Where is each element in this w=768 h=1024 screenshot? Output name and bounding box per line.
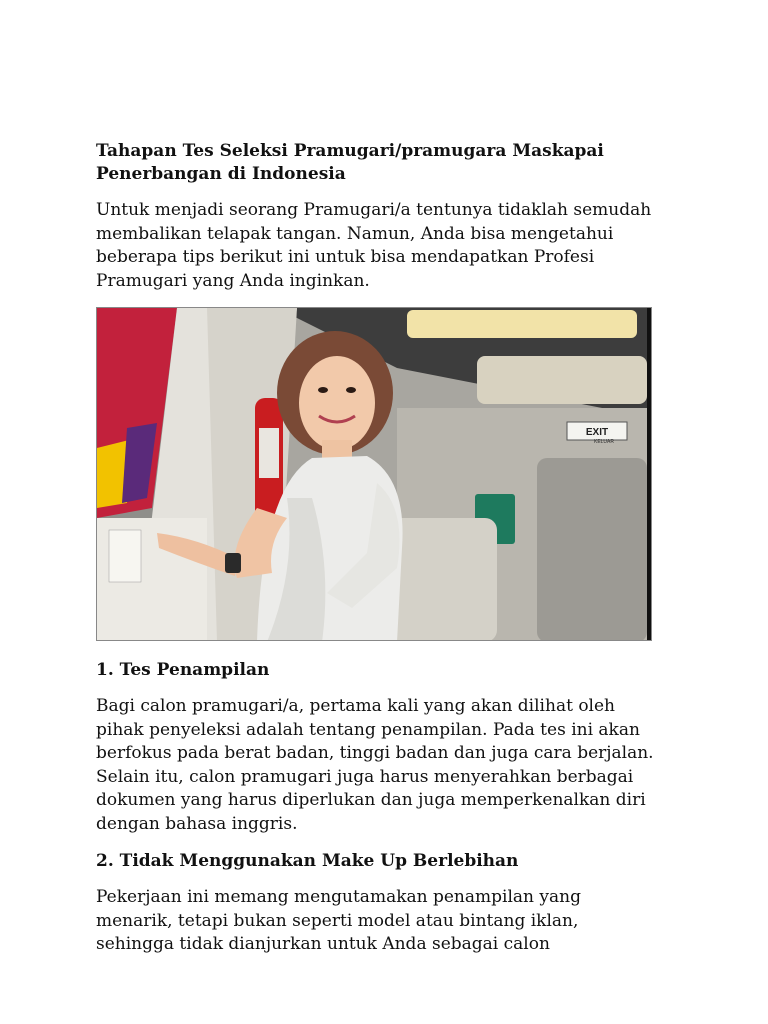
section-2-heading: 2. Tidak Menggunakan Make Up Berlebihan xyxy=(96,851,519,871)
flight-attendant-photo xyxy=(96,307,652,641)
photo-illustration xyxy=(97,308,652,641)
exit-sign-subtext: KELUAR xyxy=(593,439,615,445)
exit-sign-text: EXIT xyxy=(585,427,609,438)
document-page xyxy=(96,140,656,971)
article-title: Tahapan Tes Seleksi Pramugari/pramugara Maskapai Penerbangan di Indonesia xyxy=(96,141,604,184)
section-1-body: Bagi calon pramugari/a, pertama kali yang akan dilihat oleh pihak penyeleksi adalah tentang penampilan. Pada tes ini akan berfokus pada berat badan, tinggi badan dan juga cara berjalan. Selain itu, calon pramugari juga harus menyerahkan berbagai dokumen yang harus diperlukan dan juga memperkenalkan diri dengan bahasa inggris. xyxy=(96,696,654,834)
section-2-body: Pekerjaan ini memang mengutamakan penampilan yang menarik, tetapi bukan seperti model atau bintang iklan, sehingga tidak dianjurkan untuk Anda sebagai calon xyxy=(96,887,581,954)
intro-paragraph: Untuk menjadi seorang Pramugari/a tentunya tidaklah semudah membalikan telapak tangan. Namun, Anda bisa mengetahui beberapa tips berikut ini untuk bisa mendapatkan Profesi Pramugari yang Anda inginkan. xyxy=(96,200,652,291)
section-1-heading: 1. Tes Penampilan xyxy=(96,660,270,680)
